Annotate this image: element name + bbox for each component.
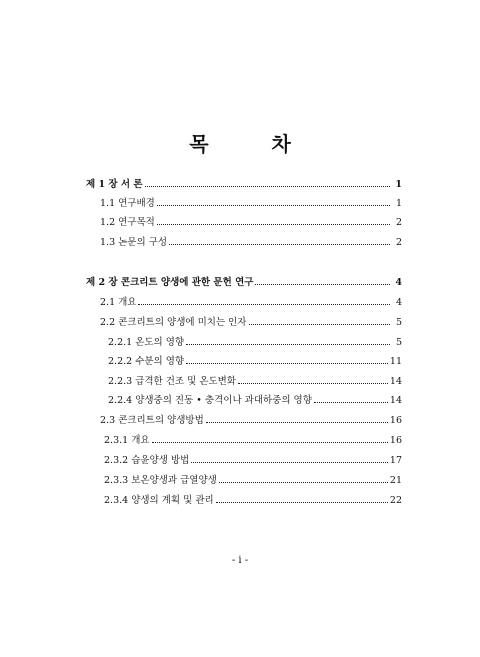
page-title: 목 차 xyxy=(189,132,319,156)
toc-page-number: 4 xyxy=(395,297,402,308)
dot-leader xyxy=(206,414,388,423)
toc-page-number: 2 xyxy=(395,217,402,228)
toc-entry-2-2-4[interactable] xyxy=(108,394,402,407)
toc-entry-2-2-1[interactable] xyxy=(108,336,402,349)
toc-entry-2-3-4[interactable] xyxy=(104,494,402,507)
toc-label: 2.3 콘크리트의 양생방법 xyxy=(100,415,204,426)
dot-leader xyxy=(255,276,390,285)
dot-leader xyxy=(152,434,388,443)
toc-entry-2-3-1[interactable] xyxy=(104,434,402,447)
toc-entry-2-3[interactable] xyxy=(100,414,402,427)
dot-leader xyxy=(314,394,388,403)
toc-page-number: 2 xyxy=(395,237,402,248)
toc-page-number: 14 xyxy=(389,376,402,387)
toc-label: 2.3.1 개요 xyxy=(104,435,150,446)
toc-entry-chapter-2[interactable] xyxy=(86,276,402,289)
toc-entry-1-2[interactable] xyxy=(100,216,402,229)
toc-label: 2.3.3 보온양생과 급열양생 xyxy=(104,475,217,486)
toc-page-number: 21 xyxy=(389,475,402,486)
toc-entry-1-1[interactable] xyxy=(100,197,402,210)
dot-leader xyxy=(157,216,390,225)
toc-page-number: 4 xyxy=(395,277,402,288)
toc-label: 제 1 장 서 론 xyxy=(86,179,143,190)
toc-entry-1-3[interactable] xyxy=(100,236,402,249)
toc-entry-2-3-3[interactable] xyxy=(104,474,402,487)
toc-entry-2-1[interactable] xyxy=(100,296,402,309)
toc-page-number: 5 xyxy=(395,337,402,348)
dot-leader xyxy=(238,375,388,384)
toc-page-number: 5 xyxy=(395,317,402,328)
dot-leader xyxy=(145,178,390,187)
toc-page-number: 16 xyxy=(389,415,402,426)
toc-entry-2-2[interactable] xyxy=(100,316,402,329)
toc-page-number: 1 xyxy=(395,179,402,190)
toc-entry-2-3-2[interactable] xyxy=(104,454,402,467)
toc-label: 2.1 개요 xyxy=(100,297,137,308)
toc-page-number: 14 xyxy=(389,395,402,406)
toc-page-number: 1 xyxy=(395,198,402,209)
toc-label: 2.2.4 양생중의 진동 • 충격이나 과대하중의 영향 xyxy=(108,395,312,406)
dot-leader xyxy=(138,296,390,305)
toc-label: 2.2 콘크리트의 양생에 미치는 인자 xyxy=(100,317,247,328)
toc-label: 1.1 연구배경 xyxy=(100,198,155,209)
dot-leader xyxy=(169,236,390,245)
page-number-footer: - i - xyxy=(231,555,249,566)
toc-label: 2.3.4 양생의 계획 및 관리 xyxy=(104,495,214,506)
toc-entry-2-2-3[interactable] xyxy=(108,375,402,388)
toc-label: 2.2.1 온도의 영향 xyxy=(108,337,185,348)
dot-leader xyxy=(157,197,390,206)
toc-label: 2.3.2 습윤양생 방법 xyxy=(104,455,190,466)
dot-leader xyxy=(216,494,388,503)
toc-page-number: 11 xyxy=(389,356,402,367)
toc-label: 1.2 연구목적 xyxy=(100,217,155,228)
toc-label: 제 2 장 콘크리트 양생에 관한 문헌 연구 xyxy=(86,277,254,288)
toc-entry-chapter-1[interactable] xyxy=(86,178,402,191)
toc-label: 2.2.2 수분의 영향 xyxy=(108,356,185,367)
dot-leader xyxy=(191,454,388,463)
toc-label: 2.2.3 급격한 건조 및 온도변화 xyxy=(108,376,237,387)
dot-leader xyxy=(186,336,390,345)
dot-leader xyxy=(186,355,388,364)
dot-leader xyxy=(219,474,388,483)
toc-page-number: 22 xyxy=(389,495,402,506)
dot-leader xyxy=(249,316,391,325)
toc-entry-2-2-2[interactable] xyxy=(108,355,402,368)
toc-label: 1.3 논문의 구성 xyxy=(100,237,168,248)
toc-page-number: 16 xyxy=(389,435,402,446)
toc-page-number: 17 xyxy=(389,455,402,466)
